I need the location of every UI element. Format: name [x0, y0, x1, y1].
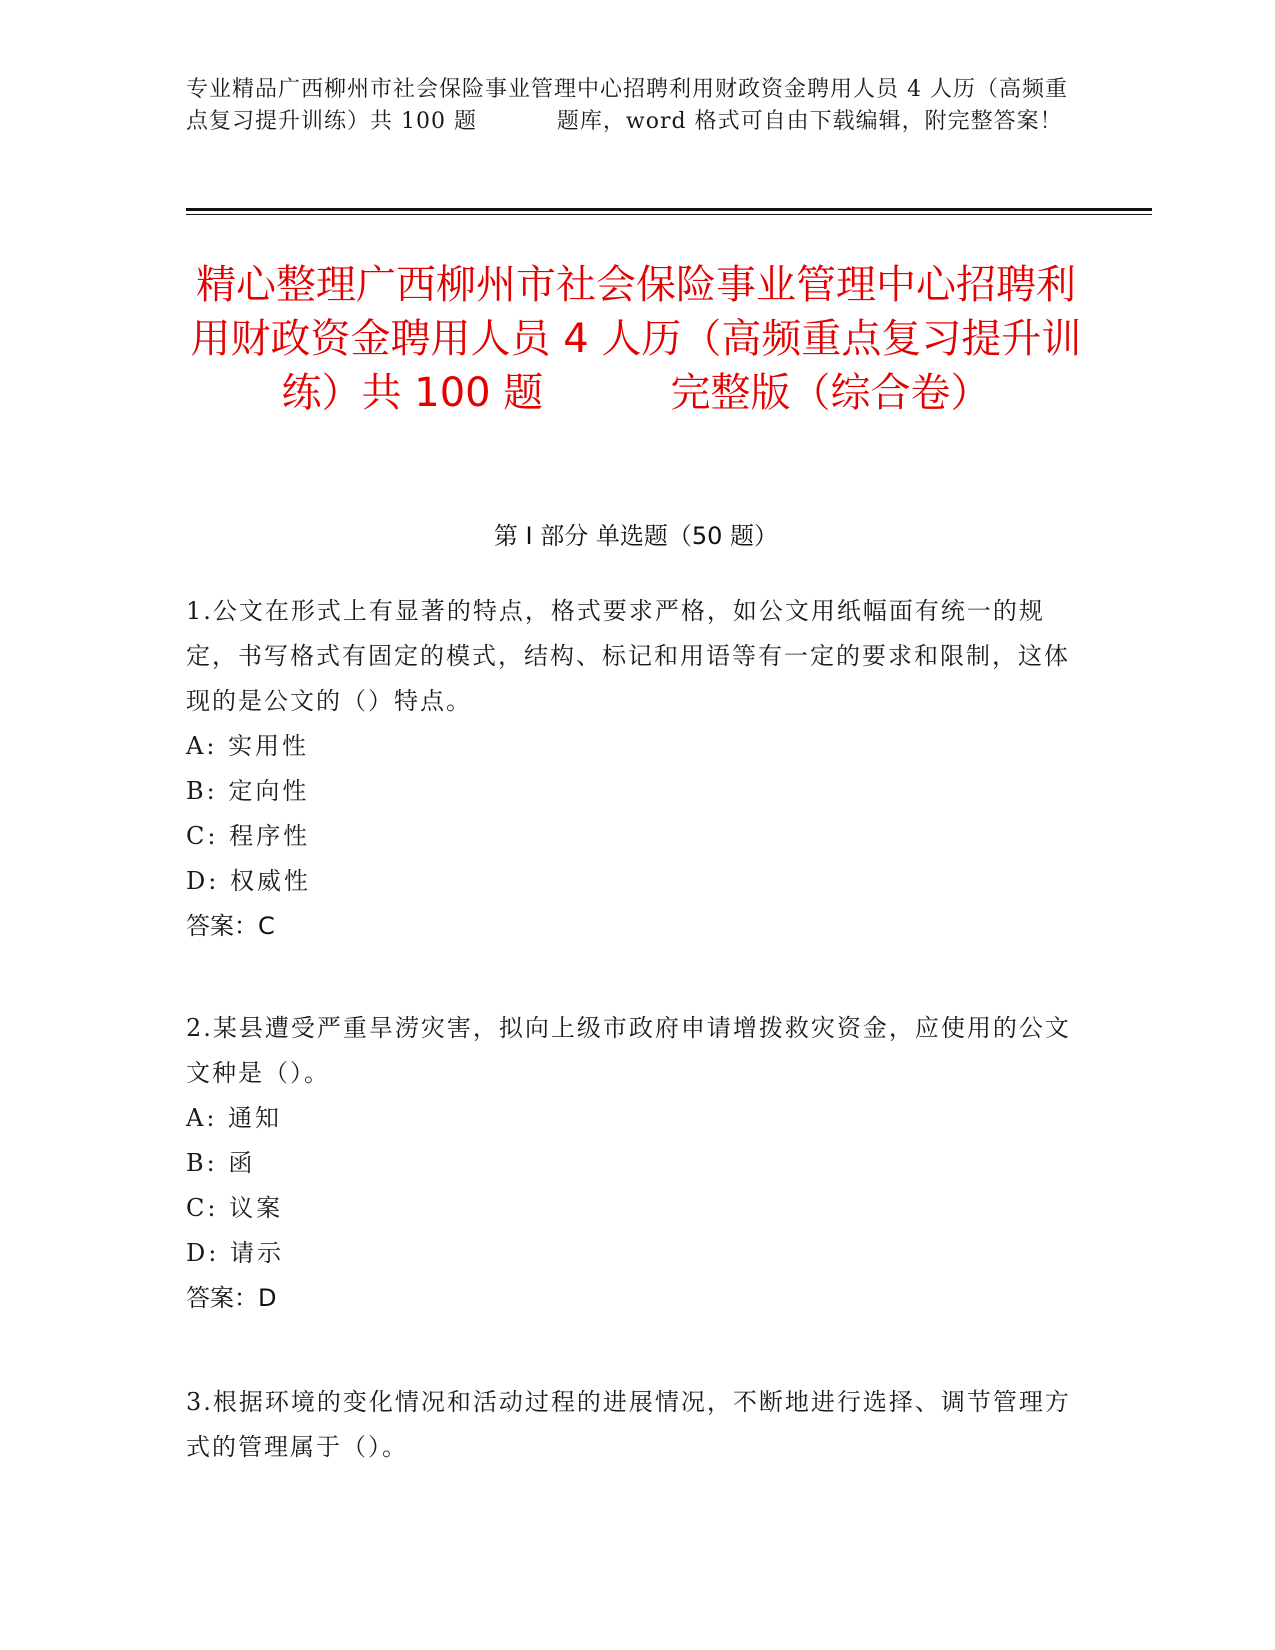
question-text: 1.公文在形式上有显著的特点，格式要求严格，如公文用纸幅面有统一的规定，书写格式有固定的模式，结构、标记和用语等有一定的要求和限制，这体现的是公文的（）特点。 — [186, 597, 1070, 715]
option-d: D: 权威性 — [186, 867, 311, 895]
question-3 — [186, 1380, 1086, 1470]
question-2 — [186, 1006, 1086, 1321]
option-c: C: 程序性 — [186, 822, 311, 850]
option-a: A: 实用性 — [186, 732, 310, 760]
question-text: 3.根据环境的变化情况和活动过程的进展情况，不断地进行选择、调节管理方式的管理属于（）。 — [186, 1388, 1071, 1461]
question-text: 2.某县遭受严重旱涝灾害，拟向上级市政府申请增拨救灾资金，应使用的公文文种是（）。 — [186, 1014, 1071, 1087]
option-a: A: 通知 — [186, 1104, 283, 1132]
option-b: B: 函 — [186, 1149, 256, 1177]
header-divider-thick — [186, 208, 1152, 211]
option-d: D: 请示 — [186, 1239, 284, 1267]
answer: 答案：C — [186, 912, 275, 940]
question-1 — [186, 589, 1086, 949]
header-note: 专业精品广西柳州市社会保险事业管理中心招聘利用财政资金聘用人员 4 人历（高频重点复习提升训练）共 100 题 题库，word 格式可自由下载编辑，附完整答案！ — [186, 77, 1068, 134]
section-title: 第 I 部分 单选题（50 题） — [493, 522, 779, 550]
option-b: B: 定向性 — [186, 777, 310, 805]
document-title: 精心整理广西柳州市社会保险事业管理中心招聘利用财政资金聘用人员 4 人历（高频重点复习提升训练）共 100 题 完整版（综合卷） — [190, 262, 1082, 416]
header-divider-thin — [186, 214, 1152, 215]
option-c: C: 议案 — [186, 1194, 284, 1222]
answer: 答案：D — [186, 1284, 277, 1312]
